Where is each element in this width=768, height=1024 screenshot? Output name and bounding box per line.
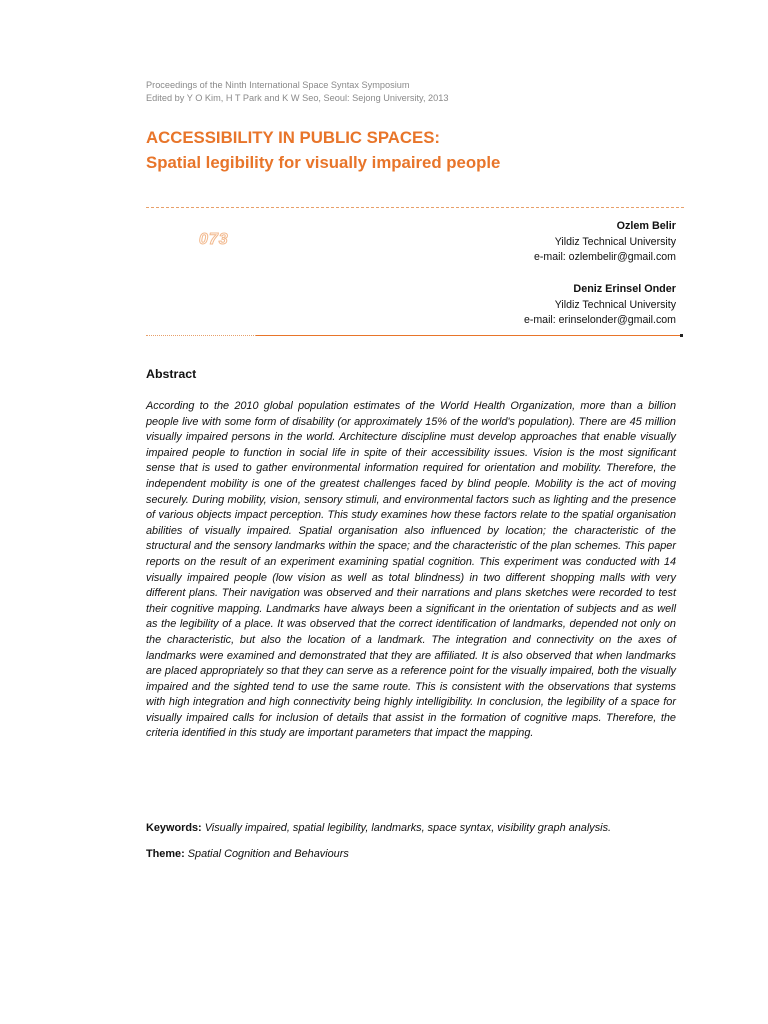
author-block-1	[534, 219, 676, 266]
title-line-2: Spatial legibility for visually impaired people	[146, 153, 501, 172]
author-email: e-mail: erinselonder@gmail.com	[523, 314, 676, 326]
author-affiliation: Yildiz Technical University	[554, 235, 676, 248]
proceedings-line-2: Edited by Y O Kim, H T Park and K W Seo, Seoul: Sejong University, 2013	[146, 92, 449, 103]
top-divider	[146, 207, 684, 208]
author-name: Ozlem Belir	[616, 220, 676, 232]
bottom-divider-solid	[256, 335, 680, 336]
abstract-heading: Abstract	[146, 367, 197, 381]
bottom-divider-dotted	[146, 335, 256, 336]
abstract-body: According to the 2010 global population estimates of the World Health Organization, more than a billion people live with some form of disability (or approximately 15% of the world's population). There are 45 million visually impaired persons in the world. Architecture discipline must develop approaches that enable visually impaired people to function in social life in spite of their accessibility issues. Vision is the most significant sense that is used to gather environmental information required for orientation and mobility. Therefore, the independent mobility is one of the greatest challenges faced by blind people. Mobility is the act of moving securely. During mobility, vision, sensory stimuli, and environmental factors such as lighting and the presence of various objects impact perception. This study examines how these factors relate to the spatial organisation abilities of visually impaired. Spatial organisation also influenced by location; the characteristic of the structural and the sensory landmarks within the space; and the characteristic of the plan schemes. This paper reports on the result of an experiment examining spatial cognition. This experiment was conducted with 14 visually impaired people (low vision as well as total blindness) in two different shopping malls with very different plans. Their navigation was observed and their narrations and plans sketches were recorded to test their cognitive mapping. Landmarks have always been a significant in the orientation of subjects and as well as the legibility of a place. It was observed that the correct identification of landmarks, depended not only on the characteristic, but also the location of a landmark. The integration and connectivity on the axes of landmarks were examined and demonstrated that they are affiliated. It is also observed that when landmarks are placed appropriately so that they can serve as a reference point for the visually impaired, both the visually impaired and the sighted tend to use the same route. This is consistent with the observations that systems with high integration and high connectivity being highly intelligibility. In conclusion, the legibility of a space for visually impaired calls for inclusion of details that assist in the formation of cognitive maps. Therefore, the criteria identified in this study are important parameters that impact the mapping.	[146, 400, 676, 740]
theme-line	[146, 847, 349, 862]
title-line-1: ACCESSIBILITY IN PUBLIC SPACES:	[146, 128, 441, 147]
theme-label: Theme:	[146, 848, 188, 860]
paper-number: 073	[199, 231, 229, 248]
theme-value: Spatial Cognition and Behaviours	[187, 848, 349, 860]
bottom-divider-endcap	[680, 334, 683, 337]
author-email: e-mail: ozlembelir@gmail.com	[533, 251, 676, 263]
paper-title	[146, 125, 500, 175]
proceedings-line-1: Proceedings of the Ninth International Space Syntax Symposium	[146, 80, 410, 90]
proceedings-header	[146, 79, 449, 104]
author-block-2	[524, 282, 676, 329]
author-affiliation: Yildiz Technical University	[554, 298, 676, 311]
keywords-label: Keywords:	[146, 822, 205, 834]
keywords-value: Visually impaired, spatial legibility, landmarks, space syntax, visibility graph analysis.	[204, 822, 612, 834]
keywords-line	[146, 821, 611, 836]
author-name: Deniz Erinsel Onder	[573, 283, 676, 295]
